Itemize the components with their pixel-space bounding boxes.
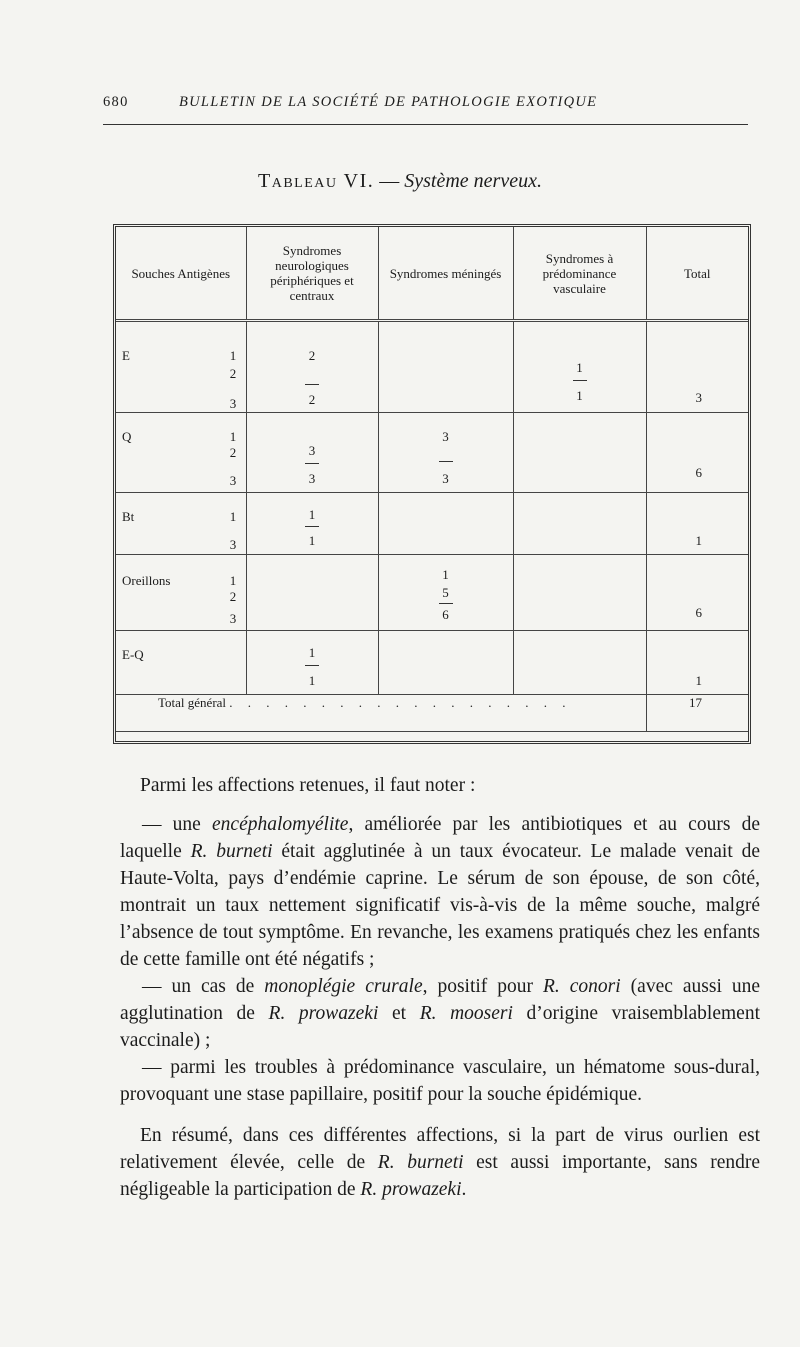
text-run: d’origine vraisemblablement vaccinale) ;: [120, 1003, 760, 1051]
table-caption: [0, 170, 800, 193]
total-general-label-cell: [116, 695, 646, 732]
row-total: 6: [695, 605, 702, 620]
sum-bar: [439, 461, 453, 462]
value: 1: [308, 645, 316, 660]
sub-index: 1: [229, 429, 237, 444]
col-header-neuro: Syndromes neurologiques périphériques et centraux: [246, 227, 378, 321]
neuro-cell: [246, 631, 378, 695]
text-run: — un cas de: [142, 976, 265, 997]
col-header-souches: Souches Antigènes: [116, 227, 246, 321]
total-general-label: Total général: [158, 695, 227, 710]
text-run: .: [461, 1179, 467, 1200]
souche-cell: [116, 321, 246, 413]
value: 1: [308, 533, 316, 548]
row-total: 1: [695, 673, 702, 688]
vasc-cell: [513, 555, 646, 631]
sub-index: 1: [229, 573, 237, 588]
text-run: — une: [142, 814, 213, 835]
souche-cell: [116, 413, 246, 493]
total-cell: [646, 493, 748, 555]
caption-label: Tableau VI.: [258, 170, 375, 192]
paragraph-encephalomyelite: [120, 811, 760, 973]
vasc-cell: [513, 631, 646, 695]
text-run-italic: monoplégie crurale: [264, 976, 423, 997]
value: 3: [442, 429, 449, 444]
text-run: (avec aussi une agglutination de: [120, 976, 761, 1024]
meninges-cell: [378, 555, 513, 631]
caption-title: Système nerveux.: [404, 170, 542, 192]
sum-bar: [305, 526, 319, 527]
page-number: 680: [103, 94, 129, 110]
value: 3: [308, 443, 316, 458]
text-run: et: [378, 1003, 420, 1024]
souche-cell: [116, 555, 246, 631]
journal-title: BULLETIN DE LA SOCIÉTÉ DE PATHOLOGIE EXOTIQUE: [179, 94, 598, 110]
value: 2: [308, 348, 316, 363]
value: 3: [308, 471, 316, 486]
header-rule: [103, 124, 748, 125]
value: 1: [576, 388, 583, 403]
value: 1: [442, 567, 449, 582]
sum-bar: [573, 380, 587, 381]
total-cell: [646, 555, 748, 631]
value: 1: [308, 507, 316, 522]
total-cell: [646, 321, 748, 413]
text-run: était agglutinée à un taux évocateur. Le malade venait de Haute-Volta, pays d’endémie caprine. Le sérum de son épouse, de son côté, montrait un taux nettement significatif vis-à-vis de la même souche, malgré l’absence de tout symptôme. En revanche, les examens pratiqués chez les enfants de cette famille ont été négatifs ;: [120, 841, 761, 970]
row-total: 1: [695, 533, 702, 548]
value: 2: [308, 392, 316, 407]
sum-bar: [439, 603, 453, 604]
meninges-cell: [378, 493, 513, 555]
souche-cell: [116, 493, 246, 555]
text-run-italic: R. prowazeki: [360, 1179, 462, 1200]
body-text: [120, 772, 760, 1203]
value: 1: [576, 360, 583, 375]
caption-dash: —: [374, 170, 405, 192]
sum-bar: [305, 463, 319, 464]
meninges-cell: [378, 413, 513, 493]
souche-name: E: [122, 348, 130, 363]
neuro-cell: [246, 555, 378, 631]
souche-name: Oreillons: [122, 573, 171, 588]
table-row: [116, 321, 748, 413]
value: 6: [442, 607, 449, 622]
souche-name: Bt: [122, 509, 135, 524]
paragraph-monoplegie: [120, 973, 760, 1054]
sub-index: 3: [229, 473, 237, 488]
vasc-cell: [513, 413, 646, 493]
text-run-italic: R. mooseri: [419, 1003, 513, 1024]
neuro-cell: [246, 321, 378, 413]
vasc-cell: [513, 493, 646, 555]
leader-dots: . . . . . . . . . . . . . . . . . . .: [229, 695, 572, 710]
sum-bar: [305, 384, 319, 385]
sub-index: 1: [229, 348, 237, 363]
sub-index: 2: [229, 366, 237, 381]
text-run: En résumé, dans ces différentes affections, si la part de virus ourlien est relativement élevée, celle de: [120, 1125, 760, 1173]
paragraph-intro: Parmi les affections retenues, il faut noter :: [140, 775, 476, 796]
text-run-italic: encéphalomyélite: [212, 814, 349, 835]
sub-index: 3: [229, 537, 237, 552]
text-run-italic: R. burneti: [377, 1152, 464, 1173]
table-row: [116, 631, 748, 695]
souche-name: Q: [122, 429, 132, 444]
text-run-italic: R. prowazeki: [268, 1003, 379, 1024]
sub-index: 2: [229, 445, 237, 460]
total-general-value: 17: [646, 695, 748, 732]
table-row: [116, 413, 748, 493]
sum-bar: [305, 665, 319, 666]
col-header-vasculaire: Syndromes à prédominance vasculaire: [513, 227, 646, 321]
table-row: [116, 555, 748, 631]
value: 5: [442, 585, 449, 600]
total-cell: [646, 413, 748, 493]
meninges-cell: [378, 321, 513, 413]
value: 1: [308, 673, 316, 688]
text-run: , positif pour: [422, 976, 544, 997]
text-run-italic: R. burneti: [190, 841, 273, 862]
neuro-cell: [246, 493, 378, 555]
sub-index: 1: [229, 509, 237, 524]
sub-index: 2: [229, 589, 237, 604]
table-frame: [113, 224, 751, 744]
vasc-cell: [513, 321, 646, 413]
col-header-total: Total: [646, 227, 748, 321]
col-header-meninges: Syndromes méningés: [378, 227, 513, 321]
paragraph-vasculaire: — parmi les troubles à prédominance vasculaire, un hématome sous-dural, provoquant une stase papillaire, positif pour la souche épidémique.: [120, 1057, 760, 1105]
text-run-italic: R. conori: [543, 976, 621, 997]
row-total: 3: [695, 390, 702, 405]
sub-index: 3: [229, 396, 237, 411]
data-table: [116, 227, 748, 732]
souche-cell: [116, 631, 246, 695]
value: 3: [442, 471, 449, 486]
row-total: 6: [695, 465, 702, 480]
neuro-cell: [246, 413, 378, 493]
souche-name: E-Q: [122, 647, 144, 662]
text-run: , améliorée par les antibiotiques et au cours de laquelle: [120, 814, 761, 862]
paragraph-resume: [120, 1122, 760, 1203]
total-cell: [646, 631, 748, 695]
sub-index: 3: [229, 611, 237, 626]
text-run: est aussi importante, sans rendre négligeable la participation de: [120, 1152, 761, 1200]
total-general-row: [116, 695, 748, 732]
table-row: [116, 493, 748, 555]
meninges-cell: [378, 631, 513, 695]
